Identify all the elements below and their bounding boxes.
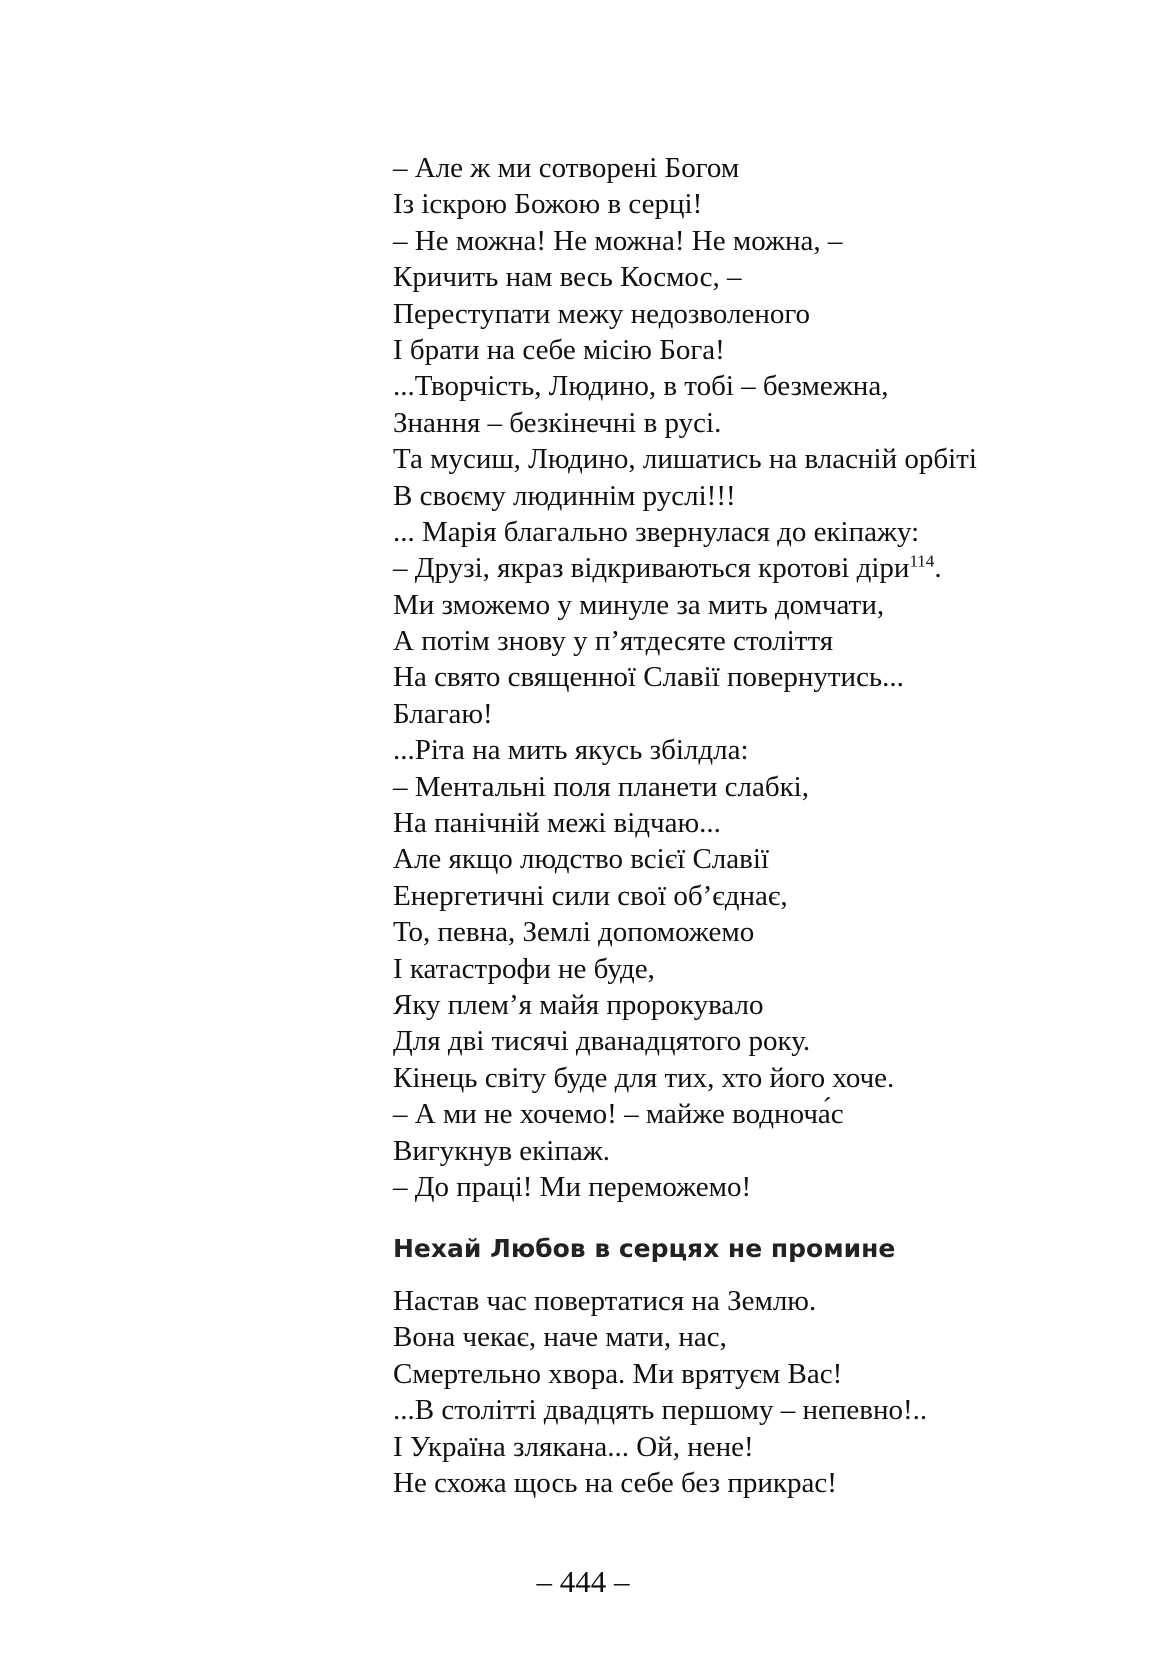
poem-line: То, певна, Землі допоможемо bbox=[393, 916, 755, 949]
poem-line: Вона чекає, наче мати, нас, bbox=[393, 1321, 727, 1354]
page-number: – 444 – bbox=[536, 1564, 630, 1599]
poem-line: Кінець світу буде для тих, хто його хоче. bbox=[393, 1061, 895, 1094]
poem-line: Ми зможемо у минуле за мить домчати, bbox=[393, 588, 885, 621]
poem-line: Настав час повертатися на Землю. bbox=[393, 1285, 817, 1317]
poem-line: На панічній межі відчаю... bbox=[393, 807, 721, 840]
poem-line: – Але ж ми сотворені Богом bbox=[393, 152, 740, 184]
poem-line: – А ми не хочемо! – майже водноча́с bbox=[393, 1098, 844, 1131]
poem-line: ...В столітті двадцять першому – непевно!.. bbox=[393, 1394, 928, 1427]
poem-line: Смертельно хвора. Ми врятуєм Вас! bbox=[393, 1357, 843, 1390]
poem-line: В своєму людиннім руслі!!! bbox=[393, 479, 736, 512]
poem-line: Благаю! bbox=[393, 697, 493, 730]
poem-line: Енергетичні сили свої об’єднає, bbox=[393, 879, 788, 912]
poem-line: – Не можна! Не можна! Не можна, – bbox=[393, 224, 843, 257]
poem-line-with-footnote bbox=[393, 550, 1093, 586]
poem-line: ...Ріта на мить якусь збілдла: bbox=[393, 734, 749, 767]
poem-line: Але якщо людство всієї Славії bbox=[393, 843, 769, 876]
poem-line: І брати на себе місію Бога! bbox=[393, 333, 725, 366]
poem-line-text: – Друзі, якраз відкриваються кротові діри bbox=[393, 552, 910, 585]
poem-line: Та мусиш, Людино, лишатись на власній орбіті bbox=[393, 443, 977, 476]
poem-line: ...Творчість, Людино, в тобі – безмежна, bbox=[393, 370, 889, 403]
poem-line: – Ментальні поля планети слабкі, bbox=[393, 770, 809, 803]
poem-line: І катастрофи не буде, bbox=[393, 952, 655, 985]
poem-line: Переступати межу недозволеного bbox=[393, 297, 811, 330]
poem-line: Для дві тисячі дванадцятого року. bbox=[393, 1025, 811, 1058]
poem-line: Кричить нам весь Космос, – bbox=[393, 261, 742, 294]
poem-line: Яку плем’я майя пророкувало bbox=[393, 988, 764, 1021]
poem-part-2 bbox=[393, 1283, 1093, 1501]
poem-line: Не схожа щось на себе без прикрас! bbox=[393, 1466, 837, 1499]
footnote-reference[interactable]: 114 bbox=[909, 551, 935, 571]
poem-line: На свято священної Славії повернутись... bbox=[393, 661, 904, 694]
poem-line: І Україна злякана... Ой, нене! bbox=[393, 1430, 754, 1463]
poem-line: А потім знову у п’ятдесяте століття bbox=[393, 625, 834, 658]
poem-line: Із іскрою Божою в серці! bbox=[393, 188, 703, 221]
section-heading: Нехай Любов в серцях не промине bbox=[393, 1234, 896, 1263]
poem-line: Вигукнув екіпаж. bbox=[393, 1134, 611, 1167]
poem-line: Знання – безкінечні в русі. bbox=[393, 406, 722, 439]
poem-part-1 bbox=[393, 150, 1093, 1205]
poem-line: ... Марія благально звернулася до екіпажу: bbox=[393, 515, 920, 548]
footnote-suffix: . bbox=[934, 552, 942, 585]
poem-line: – До праці! Ми переможемо! bbox=[393, 1170, 752, 1203]
